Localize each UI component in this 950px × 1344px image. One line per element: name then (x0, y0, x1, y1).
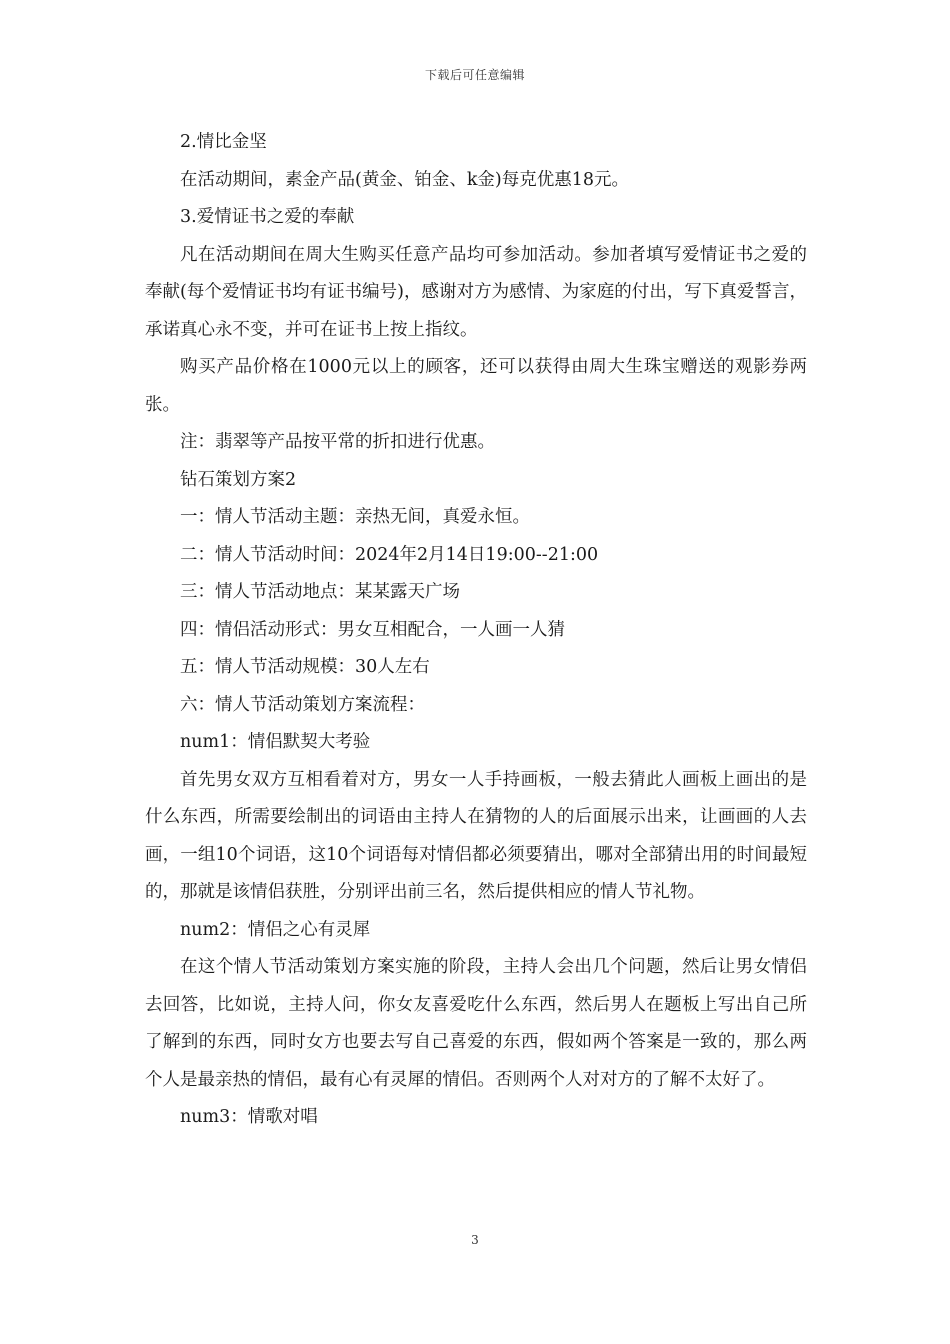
paragraph: 三：情人节活动地点：某某露天广场 (180, 582, 460, 602)
paragraph: 凡在活动期间在周大生购买任意产品均可参加活动。参加者填写爱情证书之爱的奉献(每个爱情证书均有证书编号)，感谢对方为感情、为家庭的付出，写下真爱誓言，承诺真心永不变，并可在证书上按上指纹。 (145, 244, 807, 340)
paragraph: 六：情人节活动策划方案流程： (180, 694, 425, 715)
page-header: 下载后可任意编辑 (424, 68, 525, 82)
page-number: 3 (471, 1233, 479, 1247)
paragraph: num3：情歌对唱 (180, 1107, 318, 1127)
paragraph: 3.爱情证书之爱的奉献 (180, 207, 355, 227)
paragraph: 2.情比金坚 (180, 132, 267, 152)
section-title: 钻石策划方案2 (180, 469, 297, 490)
paragraph: 首先男女双方互相看着对方，男女一人手持画板，一般去猜此人画板上画出的是什么东西，所需要绘制出的词语由主持人在猜物的人的后面展示出来，让画画的人去画，一组10个词语，这10个词语每对情侣都必须要猜出，哪对全部猜出用的时间最短的，那就是该情侣获胜，分别评出前三名，然后提供相应的情人节礼物。 (145, 769, 807, 902)
paragraph: 二：情人节活动时间：2024年2月14日19:00--21:00 (180, 544, 599, 565)
paragraph: 购买产品价格在1000元以上的顾客，还可以获得由周大生珠宝赠送的观影券两张。 (145, 357, 807, 415)
document-body (145, 124, 807, 1137)
paragraph: 一：情人节活动主题：亲热无间，真爱永恒。 (180, 507, 530, 527)
paragraph: num1：情侣默契大考验 (180, 732, 371, 752)
paragraph: 注：翡翠等产品按平常的折扣进行优惠。 (180, 432, 495, 452)
paragraph: 在这个情人节活动策划方案实施的阶段，主持人会出几个问题，然后让男女情侣去回答，比如说，主持人问，你女友喜爱吃什么东西，然后男人在题板上写出自己所了解到的东西，同时女方也要去写自己喜爱的东西，假如两个答案是一致的，那么两个人是最亲热的情侣，最有心有灵犀的情侣。否则两个人对对方的了解不太好了。 (145, 957, 807, 1090)
paragraph: 四：情侣活动形式：男女互相配合，一人画一人猜 (180, 619, 565, 640)
paragraph: num2：情侣之心有灵犀 (180, 919, 371, 940)
paragraph: 五：情人节活动规模：30人左右 (180, 657, 430, 677)
paragraph: 在活动期间，素金产品(黄金、铂金、k金)每克优惠18元。 (180, 169, 630, 190)
